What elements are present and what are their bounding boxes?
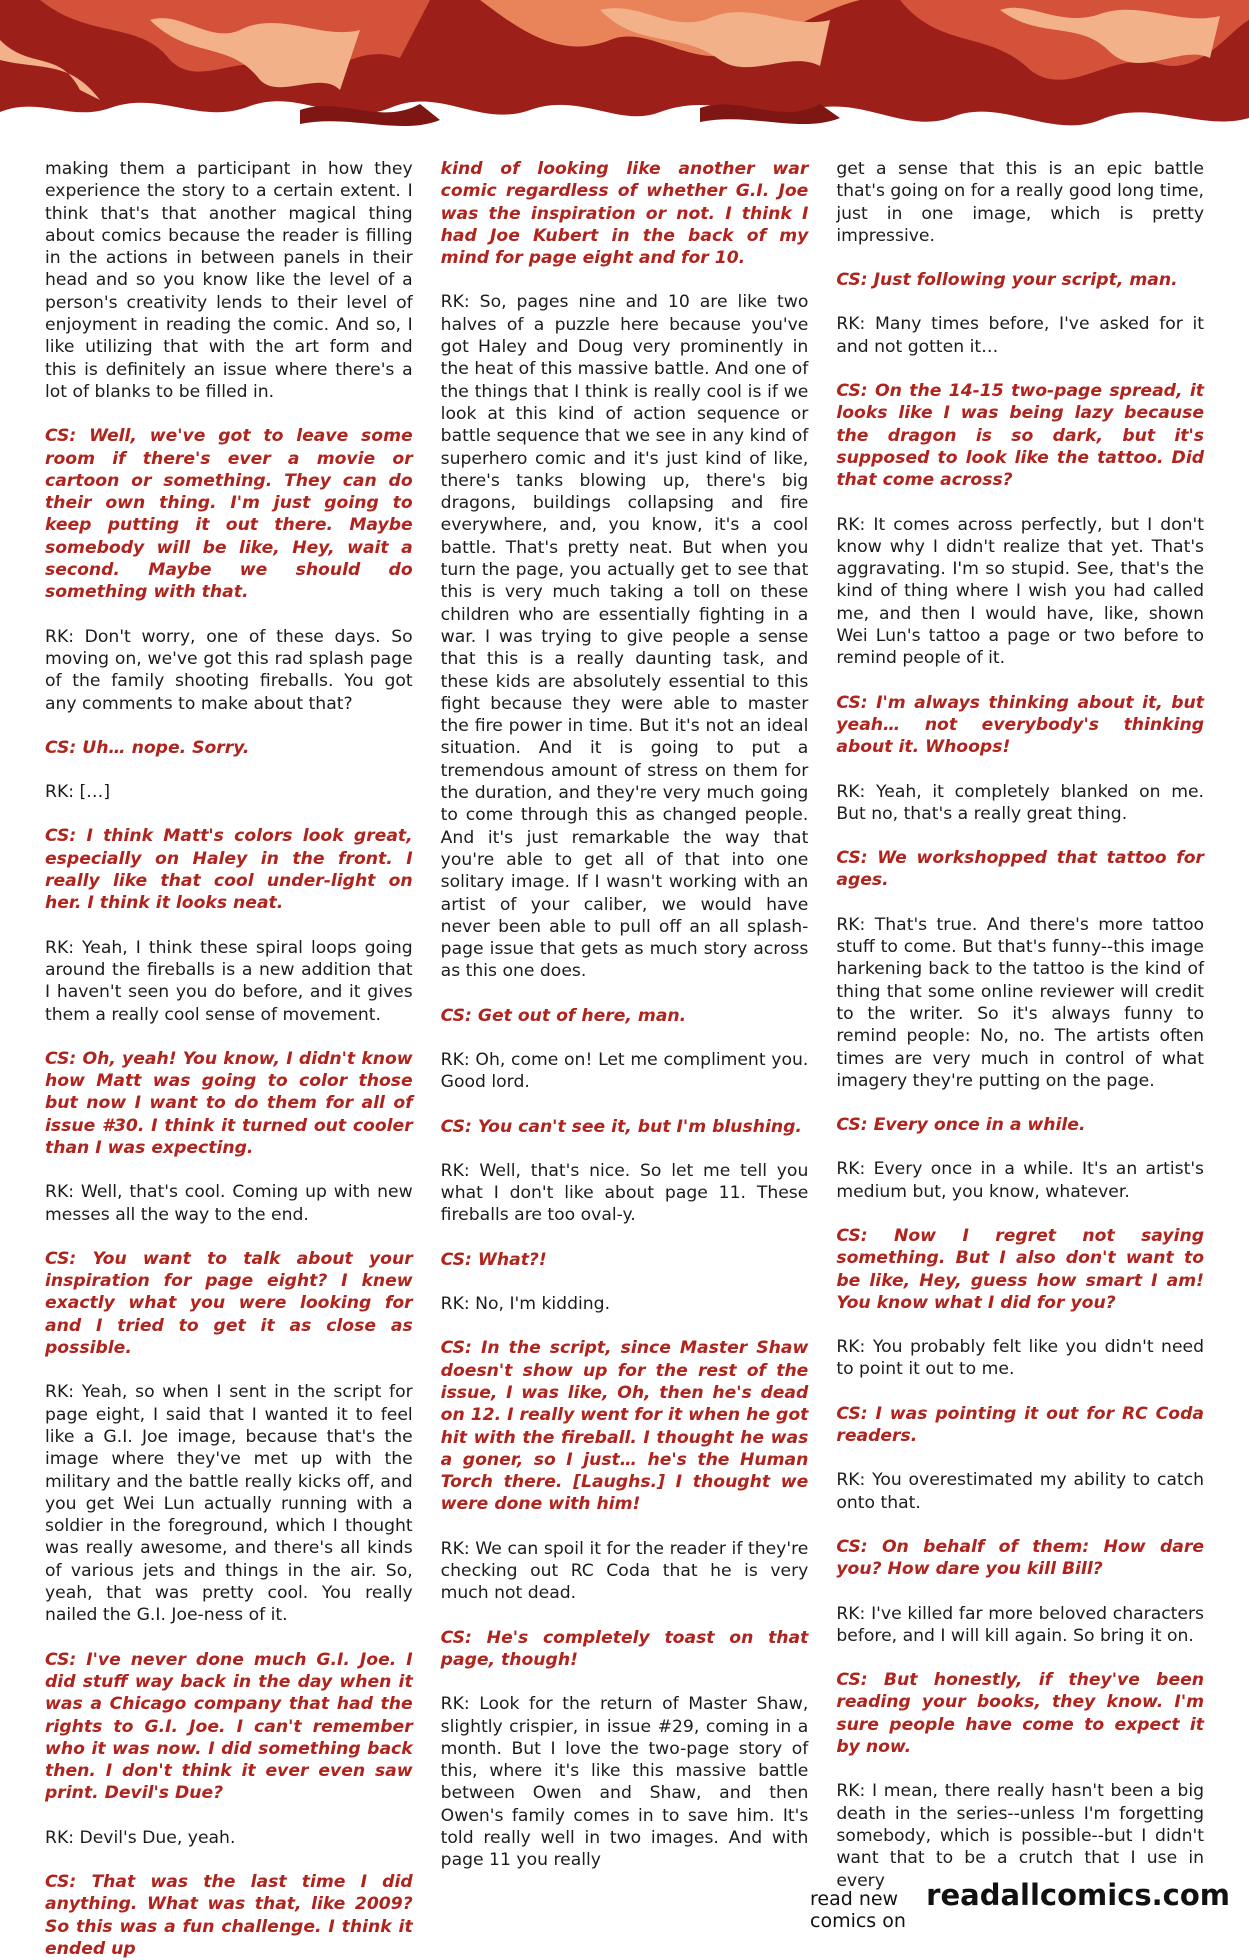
interview-answer-cs: CS: I've never done much G.I. Joe. I did stuff way back in the day when it was a Chicago company that had the rights to G.I. Joe. I can't remember who it was now. I did something back then. I don't think it ever even saw print. Devil's Due? [45, 1649, 413, 1804]
text-column-middle [440, 158, 809, 1871]
interview-answer-cs: CS: We workshopped that tattoo for ages. [836, 848, 1205, 891]
site-footer [810, 1878, 1230, 1932]
interview-line-rk: RK: Devil's Due, yeah. [45, 1827, 236, 1848]
interview-answer-cs: CS: Get out of here, man. [440, 1005, 687, 1026]
interview-answer-cs: CS: Every once in a while. [836, 1115, 1086, 1136]
interview-answer-cs: CS: I'm always thinking about it, but yeah… not everybody's thinking about it. Whoops! [836, 692, 1205, 758]
text-column-right [836, 158, 1205, 1891]
interview-answer-cs: CS: Uh… nope. Sorry. [45, 737, 250, 758]
interview-answer-cs: CS: Just following your script, man. [836, 270, 1178, 291]
interview-answer-cs: CS: I think Matt's colors look great, especially on Haley in the front. I really like that cool under-light on her. I think it looks neat. [45, 826, 413, 914]
interview-answer-cs: CS: Oh, yeah! You know, I didn't know how Matt was going to color those but now I want to do them for all of issue #30. I think it turned out cooler than I was expecting. [45, 1048, 413, 1158]
interview-line-rk: RK: Don't worry, one of these days. So moving on, we've got this rad splash page of the family shooting fireballs. You got any comments to make about that? [45, 626, 413, 714]
interview-line-rk: RK: It comes across perfectly, but I don't know why I didn't realize that yet. That's aggravating. I'm so stupid. See, that's the kind of thing where I wish you had called me, and then I would have, like, shown Wei Lun's tattoo a page or two before to remind people of it. [836, 514, 1205, 669]
interview-line-rk: RK: You overestimated my ability to catch onto that. [836, 1470, 1205, 1513]
header-banner-artwork [0, 0, 1249, 150]
interview-line-rk: RK: Many times before, I've asked for it and not gotten it… [836, 314, 1205, 357]
interview-line-rk: RK: We can spoil it for the reader if they're checking out RC Coda that he is very much not dead. [440, 1538, 809, 1604]
text-column-left [45, 158, 413, 1959]
interview-answer-cs: kind of looking like another war comic regardless of whether G.I. Joe was the inspiration or not. I think I had Joe Kubert in the back of my mind for page eight and for 10. [440, 159, 809, 269]
interview-answer-cs: CS: On the 14-15 two-page spread, it looks like I was being lazy because the dragon is so dark, but it's supposed to look like the tattoo. Did that come across? [836, 381, 1205, 491]
interview-line-rk: RK: Yeah, I think these spiral loops going around the fireballs is a new addition that I haven't seen you do before, and it gives them a really cool sense of movement. [45, 937, 413, 1025]
interview-line-rk: RK: Every once in a while. It's an artist's medium but, you know, whatever. [836, 1159, 1205, 1202]
interview-answer-cs: CS: You can't see it, but I'm blushing. [440, 1116, 802, 1137]
interview-answer-cs: CS: You want to talk about your inspiration for page eight? I knew exactly what you were looking for and I tried to get it as close as possible. [45, 1248, 413, 1359]
interview-line-rk: RK: So, pages nine and 10 are like two halves of a puzzle here because you've got Haley and Doug very prominently in the heat of this massive battle. And one of the things that I think is really cool is if we look at this kind of action sequence or battle sequence that we see in any kind of superhero comic and it's just kind of like, there's tanks blowing up, there's big dragons, buildings collapsing and fire everywhere, and, you know, it's a cool battle. That's pretty neat. But when you turn the page, you actually get to see that this is very much taking a toll on these children who are essentially fighting in a war. I was trying to give people a sense that this is a really daunting task, and these kids are absolutely essential to this fight because they were able to master the fire power in time. But it's not an ideal situation. And it is going to put a tremendous amount of stress on them for the duration, and they're very much going to come through this as changed people. And it's just remarkable the way that you're able to get all of that into one solitary image. If I wasn't working with an artist of your caliber, we would have never been able to pull off an all splash-page issue that gets as much story across as this one does. [440, 292, 809, 982]
interview-answer-cs: CS: That was the last time I did anything. What was that, like 2009? So this was a fun challenge. I think it ended up [45, 1872, 413, 1959]
footer-site-link[interactable]: readallcomics.com [926, 1878, 1230, 1912]
interview-line-rk: RK: Yeah, so when I sent in the script for page eight, I said that I wanted it to feel like a G.I. Joe image, because that's the image where they've met up with the military and the battle really kicks off, and you get Wei Lun actually running with a soldier in the foreground, which I thought was really awesome, and there's all kinds of various jets and things in the air. So, yeah, that was pretty cool. You really nailed the G.I. Joe-ness of it. [45, 1382, 413, 1626]
interview-answer-cs: CS: But honestly, if they've been reading your books, they know. I'm sure people have come to expect it by now. [836, 1670, 1205, 1758]
interview-line-rk: RK: Well, that's cool. Coming up with new messes all the way to the end. [45, 1182, 413, 1225]
footer-lead-text: read new comics on [810, 1888, 906, 1932]
interview-answer-cs: CS: On behalf of them: How dare you? How dare you kill Bill? [836, 1536, 1205, 1580]
interview-answer-cs: CS: Well, we've got to leave some room if there's ever a movie or cartoon or something. They can do their own thing. I'm just going to keep putting it out there. Maybe somebody will be like, Hey, wait a second. Maybe we should do something with that. [45, 426, 413, 603]
interview-line-rk: RK: You probably felt like you didn't need to point it out to me. [836, 1337, 1205, 1380]
interview-line-rk: RK: Oh, come on! Let me compliment you. Good lord. [440, 1049, 809, 1093]
interview-line-rk: RK: That's true. And there's more tattoo stuff to come. But that's funny--this image harkening back to the tattoo is the kind of thing that some online reviewer will credit to the writer. So it's always funny to remind people: No, no. The artists often times are very much in control of what imagery they're putting on the page. [836, 914, 1205, 1091]
interview-line-rk: making them a participant in how they experience the story to a certain extent. I think that's that another magical thing about comics because the reader is filling in the actions in between panels in their head and so you know like the level of a person's creativity lends to their level of enjoyment in reading the comic. And so, I like utilizing that with the art form and this is definitely an issue where there's a lot of blanks to be filled in. [45, 159, 413, 402]
interview-line-rk: get a sense that this is an epic battle that's going on for a really good long time, just in one image, which is pretty impressive. [836, 159, 1205, 246]
interview-answer-cs: CS: I was pointing it out for RC Coda readers. [836, 1403, 1205, 1447]
interview-answer-cs: CS: What?! [440, 1249, 547, 1270]
interview-line-rk: RK: Yeah, it completely blanked on me. But no, that's a really great thing. [836, 781, 1205, 824]
interview-line-rk: RK: […] [45, 782, 111, 803]
interview-line-rk: RK: No, I'm kidding. [440, 1294, 611, 1315]
interview-answer-cs: CS: In the script, since Master Shaw doesn't show up for the rest of the issue, I was like, Oh, then he's dead on 12. I really went for it when he got hit with the fireball. I thought he was a goner, so I just… he's the Human Torch there. [Laughs.] I thought we were done with him! [440, 1338, 809, 1515]
interview-line-rk: RK: I mean, there really hasn't been a big death in the series--unless I'm forgetting somebody, which is possible--but I didn't want that to be a crutch that I use in every [836, 1781, 1205, 1891]
interview-line-rk: RK: Well, that's nice. So let me tell you what I don't like about page 11. These fireballs are too oval-y. [440, 1160, 809, 1226]
interview-answer-cs: CS: Now I regret not saying something. But I also don't want to be like, Hey, guess how smart I am! You know what I did for you? [836, 1225, 1205, 1313]
interview-line-rk: RK: Look for the return of Master Shaw, slightly crispier, in issue #29, coming in a month. But I love the two-page story of this, where it's like this massive battle between Owen and Shaw, and then Owen's family comes in to save him. It's told really well in two images. And with page 11 you really [440, 1694, 809, 1871]
interview-line-rk: RK: I've killed far more beloved characters before, and I will kill again. So bring it on. [836, 1603, 1205, 1646]
interview-answer-cs: CS: He's completely toast on that page, though! [440, 1627, 809, 1670]
